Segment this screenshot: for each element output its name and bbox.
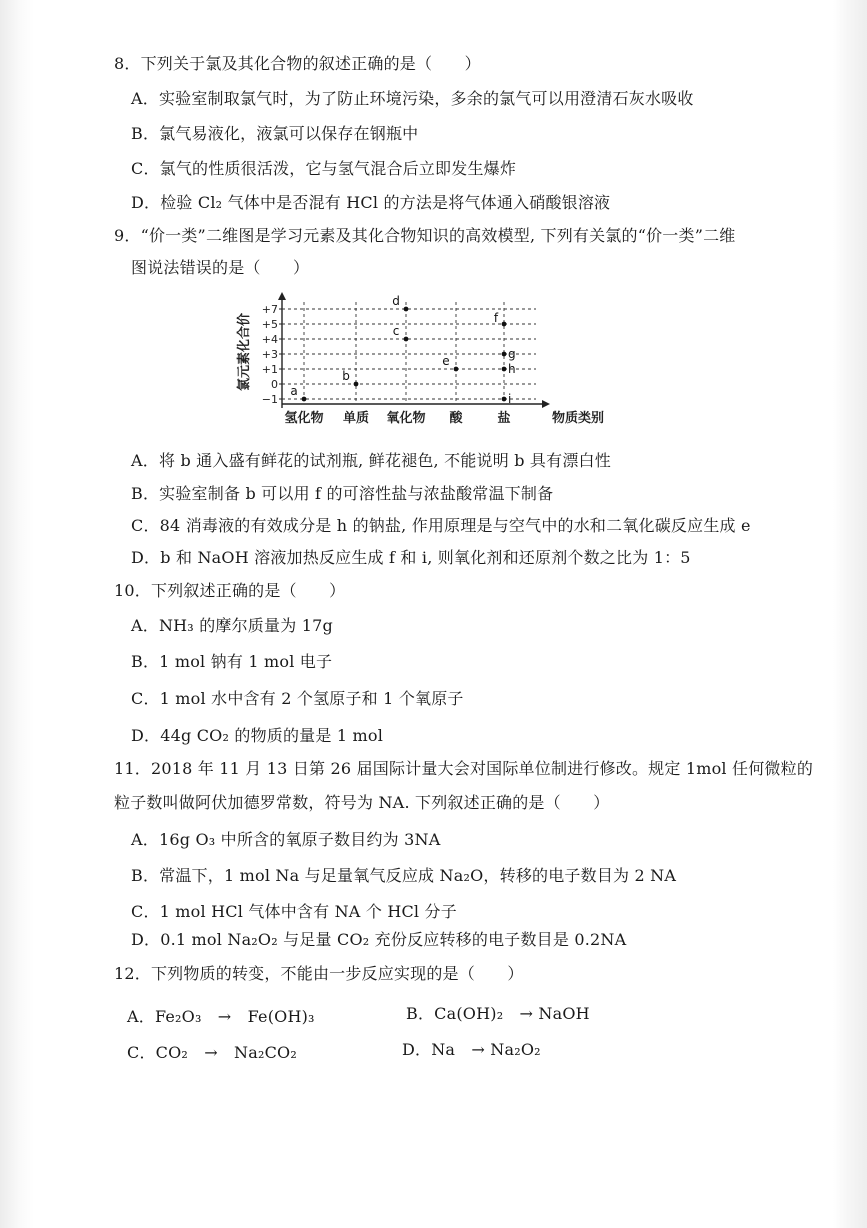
question-12-stem: 12．下列物质的转变，不能由一步反应实现的是（ ）: [114, 964, 524, 983]
valence-class-chart: [236, 290, 605, 432]
x-axis-arrow: [542, 400, 550, 408]
y-tick-label: −1: [261, 393, 278, 406]
x-category-label: 盐: [497, 411, 511, 426]
question-12-option-c: C．CO₂ → Na₂CO₂: [127, 1043, 297, 1062]
question-9-option-d: D．b 和 NaOH 溶液加热反应生成 f 和 i, 则氧化剂和还原剂个数之比为 1：5: [131, 548, 691, 567]
point-f: [502, 322, 507, 327]
x-category-label: 单质: [342, 411, 370, 426]
question-12-option-d: D．Na → Na₂O₂: [402, 1040, 541, 1059]
question-9-option-b: B．实验室制备 b 可以用 f 的可溶性盐与浓盐酸常温下制备: [131, 484, 554, 503]
question-11-option-c: C．1 mol HCl 气体中含有 NA 个 HCl 分子: [131, 902, 457, 921]
y-axis-title: 氯元素化合价: [237, 312, 252, 392]
question-9-stem-line1: 9．“价一类”二维图是学习元素及其化合物知识的高效模型, 下列有关氯的“价一类”二维: [114, 226, 736, 245]
point-label-c: c: [392, 324, 400, 338]
question-11-stem-line1: 11．2018 年 11 月 13 日第 26 届国际计量大会对国际单位制进行修改。规定 1mol 任何微粒的: [114, 759, 814, 778]
point-i: [502, 397, 507, 402]
question-8-option-a: A．实验室制取氯气时，为了防止环境污染，多余的氯气可以用澄清石灰水吸收: [131, 89, 694, 108]
y-tick-label: +3: [261, 348, 278, 361]
point-label-e: e: [442, 354, 450, 368]
point-b: [354, 382, 359, 387]
point-a: [302, 397, 307, 402]
point-label-h: h: [508, 362, 516, 376]
scan-shadow-left: [0, 0, 34, 1228]
chart-svg: [236, 290, 605, 432]
question-8-option-b: B．氯气易液化，液氯可以保存在钢瓶中: [131, 124, 419, 143]
question-9-option-c: C．84 消毒液的有效成分是 h 的钠盐, 作用原理是与空气中的水和二氧化碳反应生成 e: [131, 516, 751, 535]
x-axis-title: 物质类别: [552, 411, 605, 426]
point-h: [502, 367, 507, 372]
question-9-stem-line2: 图说法错误的是（ ）: [131, 258, 310, 277]
point-label-d: d: [392, 294, 400, 308]
question-12-option-a: A．Fe₂O₃ → Fe(OH)₃: [127, 1007, 315, 1026]
y-tick-label: +1: [261, 363, 278, 376]
y-tick-label: +5: [261, 318, 278, 331]
scan-shadow-right: [833, 0, 867, 1228]
point-label-a: a: [290, 384, 298, 398]
question-11-option-a: A．16g O₃ 中所含的氧原子数目约为 3NA: [131, 830, 441, 849]
question-11-stem-line2: 粒子数叫做阿伏加德罗常数，符号为 NA. 下列叙述正确的是（ ）: [114, 793, 610, 812]
question-11-option-b: B．常温下，1 mol Na 与足量氧气反应成 Na₂O，转移的电子数目为 2 NA: [131, 866, 677, 885]
point-label-g: g: [508, 347, 516, 361]
y-tick-label: +4: [261, 333, 278, 346]
x-category-label: 氢化物: [284, 411, 324, 426]
point-c: [404, 337, 409, 342]
x-category-label: 氧化物: [386, 411, 426, 426]
question-10-option-b: B．1 mol 钠有 1 mol 电子: [131, 652, 333, 671]
point-label-i: i: [508, 392, 512, 406]
question-8-option-d: D．检验 Cl₂ 气体中是否混有 HCl 的方法是将气体通入硝酸银溶液: [131, 193, 611, 212]
point-g: [502, 352, 507, 357]
question-9-option-a: A．将 b 通入盛有鲜花的试剂瓶, 鲜花褪色, 不能说明 b 具有漂白性: [131, 451, 611, 470]
question-11-option-d: D．0.1 mol Na₂O₂ 与足量 CO₂ 充份反应转移的电子数目是 0.2NA: [131, 930, 627, 949]
question-10-option-c: C．1 mol 水中含有 2 个氢原子和 1 个氧原子: [131, 689, 464, 708]
point-e: [454, 367, 459, 372]
question-12-option-b: B．Ca(OH)₂ → NaOH: [406, 1004, 590, 1023]
point-label-f: f: [493, 311, 499, 325]
question-8-option-c: C．氯气的性质很活泼，它与氢气混合后立即发生爆炸: [131, 159, 517, 178]
question-10-stem: 10．下列叙述正确的是（ ）: [114, 581, 346, 600]
question-10-option-d: D．44g CO₂ 的物质的量是 1 mol: [131, 726, 384, 745]
x-category-label: 酸: [449, 411, 463, 426]
y-tick-label: +7: [261, 303, 278, 316]
question-10-option-a: A．NH₃ 的摩尔质量为 17g: [131, 616, 333, 635]
point-d: [404, 307, 409, 312]
point-label-b: b: [342, 369, 350, 383]
question-8-stem: 8．下列关于氯及其化合物的叙述正确的是（ ）: [114, 54, 481, 73]
y-axis-arrow: [278, 292, 286, 300]
y-tick-label: 0: [271, 378, 278, 391]
